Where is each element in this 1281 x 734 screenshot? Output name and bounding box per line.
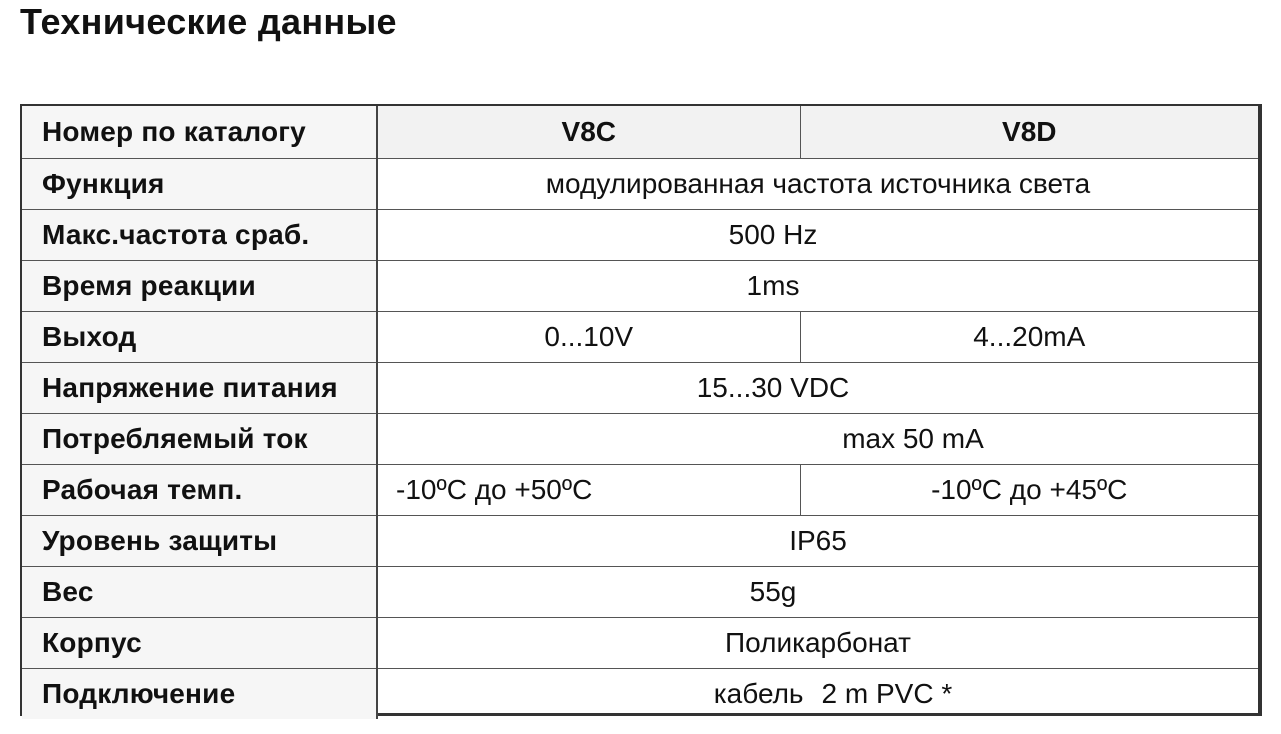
table-row-max-frequency [22, 210, 1258, 261]
table-row-current-consumption [22, 414, 1258, 465]
table-header-row [22, 106, 1258, 159]
row-value-v8d: 4...20mA [800, 312, 1258, 363]
row-label: Макс.частота сраб. [22, 210, 377, 261]
row-value: IP65 [377, 516, 1258, 567]
row-value: Поликарбонат [377, 618, 1258, 669]
connection-spec: 2 m PVC * [821, 678, 953, 709]
row-label: Функция [22, 159, 377, 210]
row-label: Уровень защиты [22, 516, 377, 567]
column-header-v8d: V8D [800, 106, 1258, 159]
row-value: 55g [377, 567, 1258, 618]
row-value-v8d: -10ºC до +45ºC [800, 465, 1258, 516]
table-row-housing [22, 618, 1258, 669]
row-label: Подключение [22, 669, 377, 720]
row-label: Время реакции [22, 261, 377, 312]
row-value: 1ms [377, 261, 1258, 312]
table-row-operating-temp [22, 465, 1258, 516]
table-row-connection [22, 669, 1258, 720]
row-label: Потребляемый ток [22, 414, 377, 465]
spec-table [22, 106, 1258, 719]
table-row-output [22, 312, 1258, 363]
technical-data-table [20, 104, 1262, 716]
page-title: Технические данные [20, 1, 397, 42]
row-label: Напряжение питания [22, 363, 377, 414]
row-value-v8c: -10ºC до +50ºC [377, 465, 800, 516]
table-row-function [22, 159, 1258, 210]
connection-type: кабель [713, 678, 804, 709]
table-row-supply-voltage [22, 363, 1258, 414]
table-row-protection-level [22, 516, 1258, 567]
row-label: Корпус [22, 618, 377, 669]
row-value: модулированная частота источника света [377, 159, 1258, 210]
row-label: Выход [22, 312, 377, 363]
row-value: 15...30 VDC [377, 363, 1258, 414]
row-label: Вес [22, 567, 377, 618]
row-value [377, 669, 1258, 720]
column-header-v8c: V8C [377, 106, 800, 159]
table-row-weight [22, 567, 1258, 618]
row-label: Рабочая темп. [22, 465, 377, 516]
row-value-v8c: 0...10V [377, 312, 800, 363]
row-value: 500 Hz [377, 210, 1258, 261]
table-row-response-time [22, 261, 1258, 312]
catalog-number-label: Номер по каталогу [22, 106, 377, 159]
row-value: max 50 mA [377, 414, 1258, 465]
